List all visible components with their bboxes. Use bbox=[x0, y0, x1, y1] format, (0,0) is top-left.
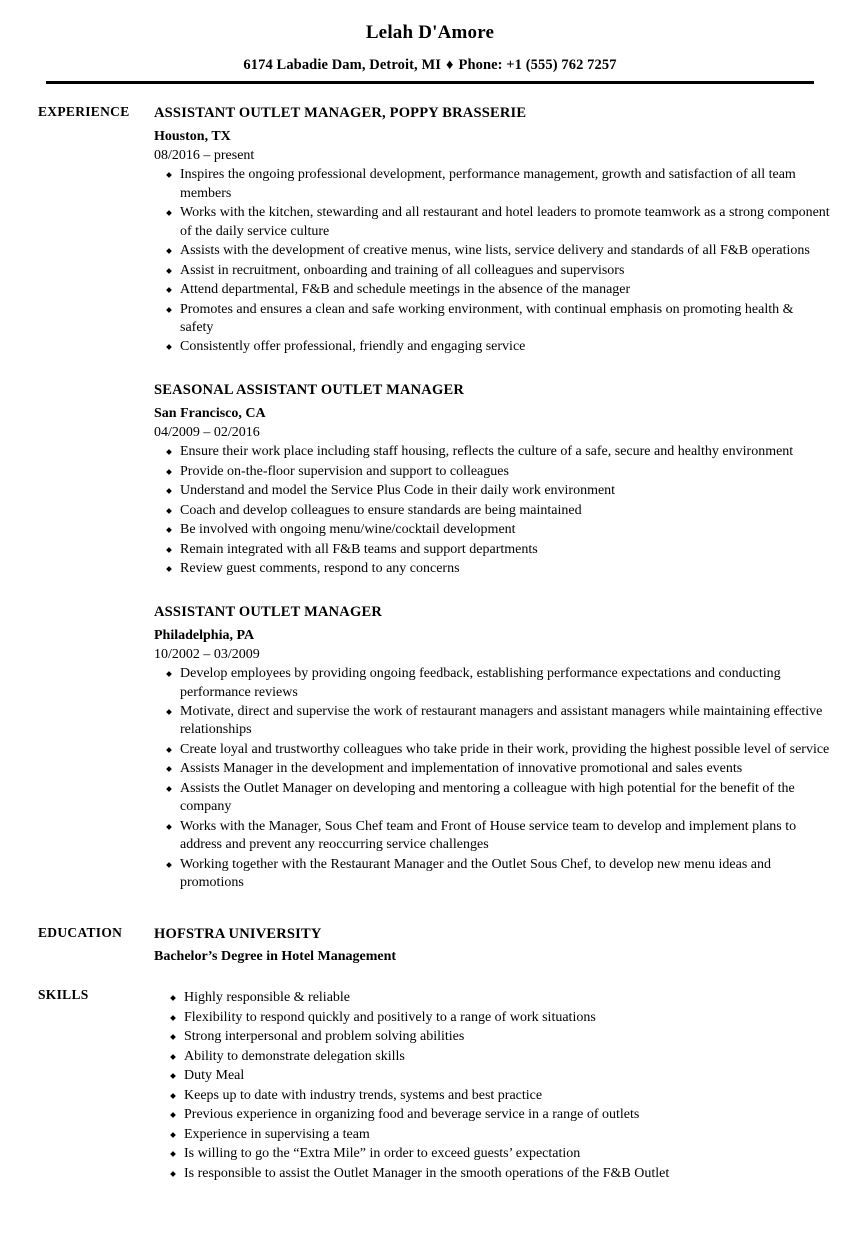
job-location: Philadelphia, PA bbox=[154, 627, 255, 643]
experience-body bbox=[154, 104, 830, 893]
job-bullet: Works with the Manager, Sous Chef team and Front of House service team to develop and implement plans to address and prevent any reoccurring service challenges bbox=[154, 818, 830, 855]
skill-item: Highly responsible & reliable bbox=[154, 989, 830, 1007]
skill-item: Is willing to go the “Extra Mile” in order to exceed guests’ expectation bbox=[154, 1145, 830, 1163]
skill-item: Previous experience in organizing food and beverage service in a range of outlets bbox=[154, 1106, 830, 1124]
section-label-education: EDUCATION bbox=[38, 924, 123, 940]
job-bullet: Assists the Outlet Manager on developing and mentoring a colleague with high potential for the benefit of the company bbox=[154, 780, 830, 817]
job-bullet: Assists with the development of creative menus, wine lists, service delivery and standards of all F&B operations bbox=[154, 242, 830, 260]
skill-item: Keeps up to date with industry trends, systems and best practice bbox=[154, 1087, 830, 1105]
education-school: HOFSTRA UNIVERSITY bbox=[154, 925, 322, 942]
job-bullet: Provide on-the-floor supervision and support to colleagues bbox=[154, 463, 830, 481]
job-bullet: Be involved with ongoing menu/wine/cocktail development bbox=[154, 521, 830, 539]
job-bullet: Assist in recruitment, onboarding and training of all colleagues and supervisors bbox=[154, 262, 830, 280]
skills-section bbox=[0, 987, 860, 1183]
job-dates: 04/2009 – 02/2016 bbox=[154, 424, 260, 440]
contact-phone: Phone: +1 (555) 762 7257 bbox=[458, 56, 617, 73]
job-bullet: Review guest comments, respond to any concerns bbox=[154, 560, 830, 578]
job-entry bbox=[154, 381, 830, 579]
skill-item: Flexibility to respond quickly and positively to a range of work situations bbox=[154, 1009, 830, 1027]
job-bullet-list bbox=[154, 166, 830, 357]
diamond-separator-icon: ♦ bbox=[445, 56, 454, 73]
job-entry bbox=[154, 603, 830, 893]
job-bullet: Ensure their work place including staff housing, reflects the culture of a safe, secure and healthy environment bbox=[154, 443, 830, 461]
skill-item: Strong interpersonal and problem solving abilities bbox=[154, 1028, 830, 1046]
skill-item: Experience in supervising a team bbox=[154, 1126, 830, 1144]
job-bullet: Understand and model the Service Plus Code in their daily work environment bbox=[154, 482, 830, 500]
header-divider bbox=[46, 81, 814, 84]
job-bullet: Coach and develop colleagues to ensure standards are being maintained bbox=[154, 502, 830, 520]
job-title: ASSISTANT OUTLET MANAGER bbox=[154, 603, 382, 620]
contact-line bbox=[0, 57, 860, 74]
job-title: ASSISTANT OUTLET MANAGER, POPPY BRASSERIE bbox=[154, 104, 527, 121]
job-bullet-list bbox=[154, 665, 830, 893]
education-body bbox=[154, 925, 830, 966]
job-bullet-list bbox=[154, 443, 830, 578]
job-bullet: Motivate, direct and supervise the work of restaurant managers and assistant managers while maintaining effective relationships bbox=[154, 703, 830, 740]
job-dates: 08/2016 – present bbox=[154, 147, 255, 163]
skill-item: Ability to demonstrate delegation skills bbox=[154, 1048, 830, 1066]
job-location: Houston, TX bbox=[154, 128, 231, 144]
education-section bbox=[0, 925, 860, 966]
skill-item: Is responsible to assist the Outlet Manager in the smooth operations of the F&B Outlet bbox=[154, 1165, 830, 1183]
job-dates: 10/2002 – 03/2009 bbox=[154, 646, 260, 662]
experience-section bbox=[0, 104, 860, 893]
contact-address: 6174 Labadie Dam, Detroit, MI bbox=[243, 56, 441, 73]
job-bullet: Remain integrated with all F&B teams and support departments bbox=[154, 541, 830, 559]
skills-list bbox=[154, 989, 830, 1183]
job-bullet: Attend departmental, F&B and schedule meetings in the absence of the manager bbox=[154, 281, 830, 299]
job-title: SEASONAL ASSISTANT OUTLET MANAGER bbox=[154, 381, 464, 398]
section-label-experience: EXPERIENCE bbox=[38, 103, 130, 119]
job-bullet: Develop employees by providing ongoing feedback, establishing performance expectations and conducting performance reviews bbox=[154, 665, 830, 702]
job-location: San Francisco, CA bbox=[154, 406, 266, 422]
section-label-skills: SKILLS bbox=[38, 987, 89, 1003]
resume-header bbox=[0, 0, 860, 84]
job-bullet: Assists Manager in the development and implementation of innovative promotional and sales events bbox=[154, 760, 830, 778]
job-bullet: Promotes and ensures a clean and safe working environment, with continual emphasis on promoting health & safety bbox=[154, 301, 830, 338]
job-bullet: Working together with the Restaurant Manager and the Outlet Sous Chef, to develop new menu ideas and promotions bbox=[154, 856, 830, 893]
skill-item: Duty Meal bbox=[154, 1067, 830, 1085]
job-bullet: Inspires the ongoing professional development, performance management, growth and satisfaction of all team members bbox=[154, 166, 830, 203]
skills-body bbox=[154, 987, 830, 1183]
candidate-name: Lelah D'Amore bbox=[365, 22, 495, 43]
job-entry bbox=[154, 104, 830, 357]
education-degree: Bachelor’s Degree in Hotel Management bbox=[154, 948, 397, 964]
job-bullet: Create loyal and trustworthy colleagues who take pride in their work, providing the highest possible level of service bbox=[154, 741, 830, 759]
job-bullet: Works with the kitchen, stewarding and all restaurant and hotel leaders to promote teamwork as a strong component of the daily service culture bbox=[154, 204, 830, 241]
job-bullet: Consistently offer professional, friendly and engaging service bbox=[154, 338, 830, 356]
